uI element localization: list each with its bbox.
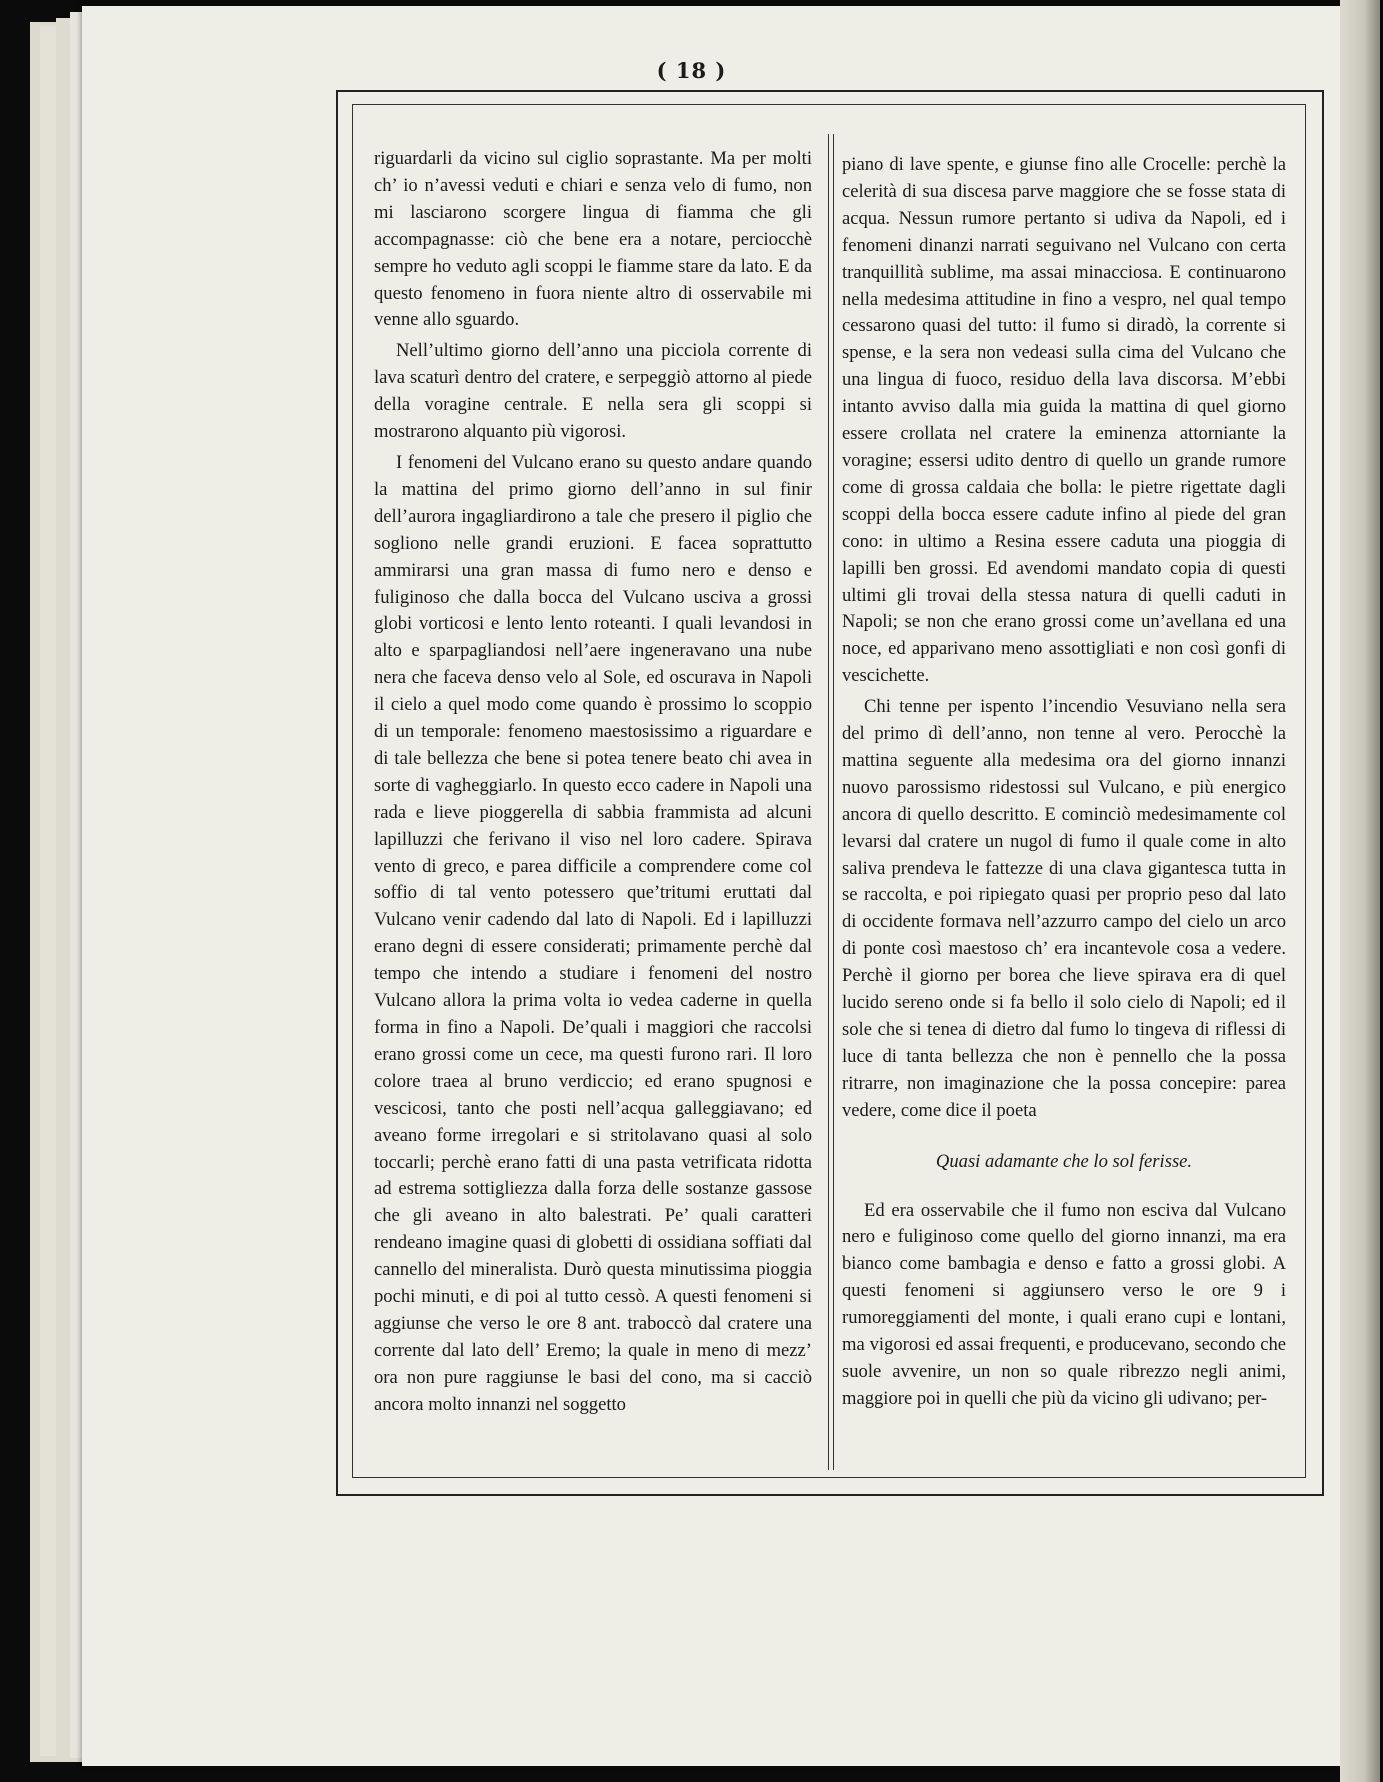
verse-quotation: Quasi adamante che lo sol ferisse. bbox=[935, 1150, 1193, 1172]
paragraph: riguardarli da vicino sul ciglio soprastante. Ma per molti ch’ io n’avessi veduti e chiari e senza velo di fumo, non mi lasciarono scorgere lingua di fiamma che gli accompagnasse: ciò che bene era a notare, perciocchè sempre ho veduto agli scoppi le fiamme stare da lato. E da questo fenomeno in fuora niente altro di osservabile mi venne allo sguardo. bbox=[374, 148, 812, 331]
left-column bbox=[374, 146, 812, 1419]
ink-bleed-through bbox=[200, 690, 290, 1190]
paragraph: Ed era osservabile che il fumo non esciva dal Vulcano nero e fuliginoso come quello del giorno innanzi, ma era bianco come bambagia e denso e fatto a grossi globi. A questi fenomeni si aggiunsero verso le ore 9 i rumoreggiamenti del monte, i quali erano cupi e lontani, ma vigorosi ed assai frequenti, e producevano, secondo che suole avvenire, un non so quale ribrezzo negli animi, maggiore poi in quelli che più da vicino gli udivano; per- bbox=[842, 1199, 1286, 1409]
paragraph: Chi tenne per ispento l’incendio Vesuviano nella sera del primo dì dell’anno, non tenne al vero. Perocchè la mattina seguente alla medesima ora del giorno innanzi nuovo parossismo ridestossi sul Vulcano, e più energico ancora di quello descritto. E cominciò medesimamente col levarsi dal cratere un nugol di fumo il quale come in alto saliva prendeva le fattezze di una clava gigantesca tutta in se raccolta, e poi ripiegato quasi per proprio peso dal lato di occidente formava nell’azzurro campo del cielo un arco di ponte così maestoso ch’ era incantevole cosa a vedere. Perchè il giorno per borea che lieve spirava era di quel lucido sereno onde si fa bello il solo cielo di Napoli; ed il sole che si tenea di dietro dal fumo lo tingeva di riflessi di luce di tanta bellezza che non è pennello che la possa ritrarre, non imaginazione che la possa concepire: parea vedere, come dice il poeta bbox=[842, 696, 1286, 1121]
right-column bbox=[842, 152, 1286, 1413]
paragraph: Nell’ultimo giorno dell’anno una picciola corrente di lava scaturì dentro del cratere, e serpeggiò attorno al piede della voragine centrale. E nella sera gli scoppi si mostrarono alquanto più vigorosi. bbox=[374, 340, 812, 443]
column-divider bbox=[828, 134, 834, 1470]
page-right-edge bbox=[1340, 0, 1380, 1782]
page-number: ( 18 ) bbox=[656, 58, 727, 83]
paragraph: I fenomeni del Vulcano erano su questo andare quando la mattina del primo giorno dell’anno in sul finir dell’aurora ingagliardirono a tale che presero il piglio che sogliono nelle grandi eruzioni. E facea soprattutto ammirarsi una gran massa di fumo nero e denso e fuliginoso che dalla bocca del Vulcano usciva a grossi globi vorticosi e lento lento roteanti. I quali levandosi in alto e sparpagliandosi nell’aere ingeneravano una nube nera che faceva denso velo al Sole, ed oscurava in Napoli il cielo a quel modo come quando è prossimo lo scoppio di un temporale: fenomeno maestosissimo a riguardare e di tale bellezza che bene si potea tenere beato chi avea in sorte di vagheggiarlo. In questo ecco cadere in Napoli una rada e lieve pioggerella di sabbia frammista ad alcuni lapilluzzi che ferivano il viso nel loro cadere. Spirava vento di greco, e parea difficile a comprendere come col soffio di tal vento potessero que’tritumi eruttati dal Vulcano venir cadendo dal lato di Napoli. Ed i lapilluzzi erano degni di essere considerati; primamente perchè dal tempo che intendo a studiare i fenomeni del nostro Vulcano allora la prima volta io vedea caderne in quella forma in fino a Napoli. De’quali i maggiori che raccolsi erano grossi come un cece, ma questi furono rari. Il loro colore traea al bruno verdiccio; ed erano spugnosi e vescicosi, tanto che posti nell’acqua galleggiavano; ed aveano forme irregolari e si stritolavano quasi al solo toccarli; perchè erano fatti di una pasta vetrificata ridotta ad estrema sottigliezza dalla forza delle sostanze gassose che gli aveano in alto balestrati. Pe’ quali caratteri rendeano imagine quasi di globetti di ossidiana soffiati dal cannello del mineralista. Durò questa minutissima pioggia pochi minuti, e di poi al tutto cessò. A questi fenomeni si aggiunse che verso le ore 8 ant. traboccò dal cratere una corrente dal lato dell’ Eremo; la quale in meno di mezz’ ora non pure raggiunse le basi del cono, ma si cacciò ancora molto innanzi nel soggetto bbox=[374, 451, 812, 1415]
paragraph: piano di lave spente, e giunse fino alle Crocelle: perchè la celerità di sua discesa parve maggiore che se fosse stata di acqua. Nessun rumore pertanto si udiva da Napoli, ed i fenomeni dinanzi narrati seguivano nel Vulcano con certa tranquillità sublime, ma assai minacciosa. E continuarono nella medesima attitudine in fino a vespro, nel qual tempo cessarono quasi del tutto: il fumo si diradò, la corrente si spense, e la sera non vedeasi sulla cima del Vulcano che una lingua di fuoco, residuo della lava discorsa. M’ebbi intanto avviso dalla mia guida la mattina di quel giorno essere crollata nel cratere la eminenza attorniante la voragine; essersi udito dentro di quello un grande rumore come di grossa caldaia che bolla: le pietre rigettate dagli scoppi della bocca essere cadute infino al piede del gran cono: in ultimo a Resina essere caduta una pioggia di lapilli ben grossi. Ed avendomi mandato copia di questi ultimi gli trovai della stessa natura di quelli caduti in Napoli; se non che erano grossi come un’avellana ed una noce, ed apparivano meno assottigliati e non così gonfi di vescichette. bbox=[842, 154, 1286, 687]
